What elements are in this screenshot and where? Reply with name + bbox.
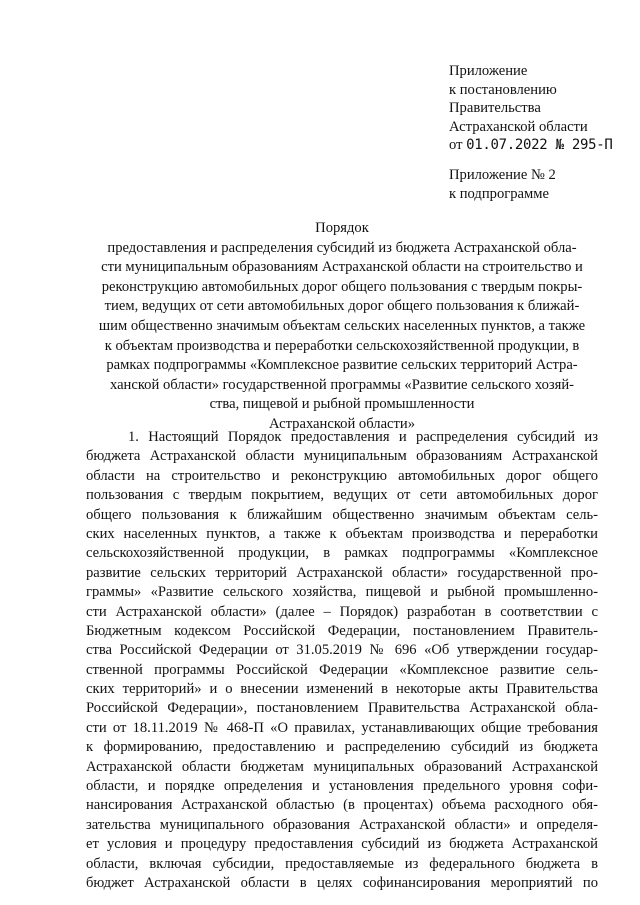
body-line: граммы» «Развитие сельского хозяйства, пищевой и рыбной промышленно- <box>86 584 598 601</box>
appendix-header-line: к постановлению <box>449 81 557 98</box>
title-line: сти муниципальным образованиям Астраханской области на строительство и <box>101 259 583 276</box>
appendix-header-line: Астраханской области <box>449 118 588 135</box>
body-line: сти Астраханской области» (далее – Порядок) разработан в соответствии с <box>86 603 598 620</box>
body-paragraph <box>86 428 598 893</box>
title-line: Астраханской области» <box>268 415 416 432</box>
body-line: Российской Федерации», постановлением Правительства Астраханской обла- <box>86 700 598 717</box>
body-line: сельскохозяйственной продукции, в рамках подпрограммы «Комплексное <box>86 545 598 562</box>
title-line: тием, ведущих от сети автомобильных дорог общего пользования к ближай- <box>104 298 580 315</box>
body-line: сти от 18.11.2019 № 468-П «О правилах, устанавливающих общие требования <box>86 719 598 736</box>
title-line: к объектам производства и переработки сельскохозяйственной продукции, в <box>104 337 580 354</box>
title-line: предоставления и распределения субсидий из бюджета Астраханской обла- <box>107 239 577 256</box>
appendix-header-date-line <box>449 136 639 155</box>
title-line: шим общественно значимым объектам сельских населенных пунктов, а также <box>98 317 586 334</box>
body-line: ских населенных пунктов, а также к объектам производства и переработки <box>86 525 598 542</box>
body-line: Бюджетным кодексом Российской Федерации, постановлением Правитель- <box>86 622 598 639</box>
body-line: нансирования Астраханской областью (в процентах) объема расходного обя- <box>86 797 598 814</box>
appendix-header-line: Приложение <box>449 63 528 79</box>
title-line: реконструкцию автомобильных дорог общего пользования с твердым покры- <box>101 278 583 295</box>
body-line: области, и порядке определения и установления предельного уровня софи- <box>86 778 598 795</box>
appendix-sub-line: к подпрограмме <box>449 185 549 202</box>
date-prefix: от <box>449 137 467 153</box>
title-line: рамках подпрограммы «Комплексное развитие сельских территорий Астра- <box>106 357 578 374</box>
body-line: развитие сельских территорий Астраханской области» государственной про- <box>86 564 598 581</box>
body-line: ских территорий» и о внесении изменений в некоторые акты Правительства <box>86 681 598 698</box>
body-line: пользования с твердым покрытием, ведущих от сети автомобильных дорог <box>86 487 598 504</box>
body-line: области на строительство и реконструкцию автомобильных дорог общего <box>86 467 598 484</box>
appendix-sub-header <box>449 166 639 203</box>
title-line: ства, пищевой и рыбной промышленности <box>209 396 475 413</box>
title-line: Порядок <box>315 220 369 236</box>
body-line: общего пользования к ближайшим общественно значимым объектам сель- <box>86 506 598 523</box>
appendix-sub-line: Приложение № 2 <box>449 167 556 183</box>
body-line: ственной программы Российской Федерации «Комплексное развитие сель- <box>86 661 598 678</box>
appendix-header <box>449 62 639 155</box>
body-line: ства Российской Федерации от 31.05.2019 № 696 «Об утверждении государ- <box>86 642 598 659</box>
body-line: ет условия и процедуру предоставления субсидий из бюджета Астраханской <box>86 836 598 853</box>
body-line: области, включая субсидии, предоставляемые из федерального бюджета в <box>86 855 598 872</box>
appendix-header-line: Правительства <box>449 100 541 116</box>
body-line: 1. Настоящий Порядок предоставления и распределения субсидий из <box>128 429 598 445</box>
body-line: Астраханской области бюджетам муниципальных образований Астраханской <box>86 758 598 775</box>
body-line: бюджета Астраханской области муниципальным образованиям Астраханской <box>86 448 598 465</box>
date-number-stamp: 01.07.2022 № 295-П <box>466 137 613 153</box>
body-line: к формированию, предоставлению и распределению субсидий из бюджета <box>86 739 598 756</box>
body-line: бюджет Астраханской области в целях софинансирования мероприятий по <box>86 874 598 891</box>
document-title <box>86 219 598 435</box>
body-line: зательства муниципального образования Астраханской области» и определя- <box>86 816 598 833</box>
title-line: ханской области» государственной программы «Развитие сельского хозяй- <box>109 376 575 393</box>
